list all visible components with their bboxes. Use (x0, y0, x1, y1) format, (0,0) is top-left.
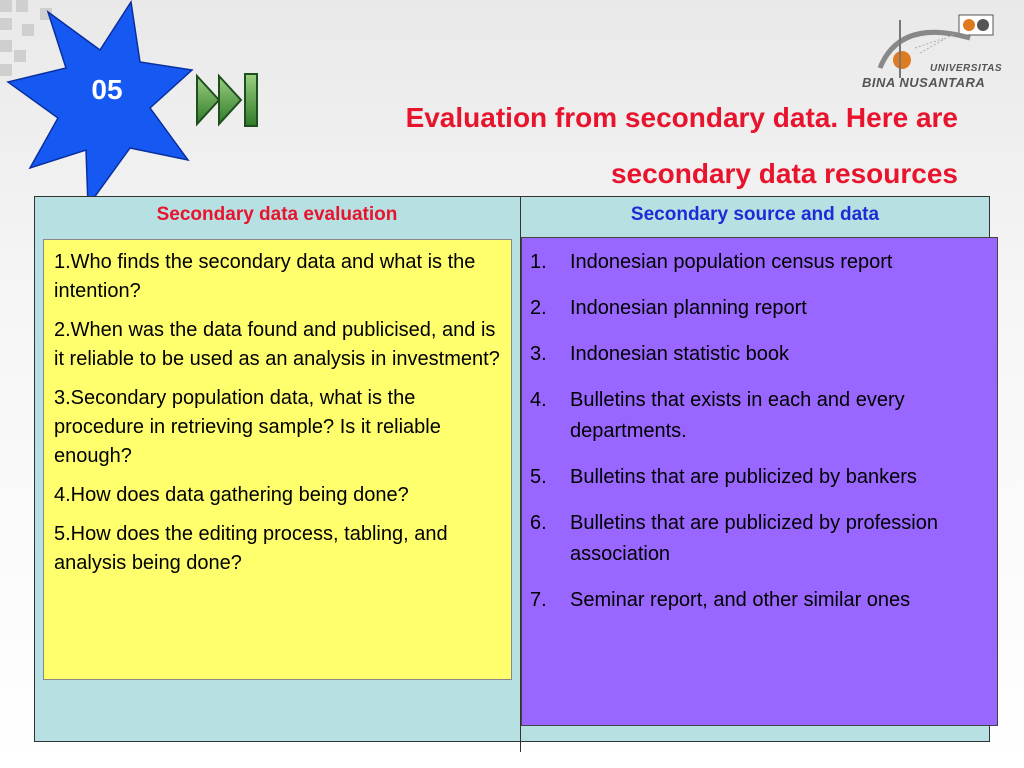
evaluation-list (43, 239, 512, 680)
source-item (530, 462, 993, 493)
evaluation-item: 5.How does the editing process, tabling, and analysis being done? (54, 523, 448, 574)
right-column-header: Secondary source and data (630, 204, 880, 225)
evaluation-item: 3.Secondary population data, what is the procedure in retrieving sample? Is it reliable enough? (54, 387, 441, 467)
source-item-number: 4. (530, 389, 547, 411)
evaluation-item: 2.When was the data found and publicised, and is it reliable to be used as an analysis in investment? (54, 319, 500, 370)
source-item (530, 293, 993, 324)
source-item-text: Bulletins that are publicized by bankers (570, 466, 917, 488)
source-item (530, 247, 993, 278)
source-item-text: Indonesian planning report (570, 297, 807, 319)
source-item-text: Indonesian population census report (570, 251, 893, 273)
logo-text-universitas: UNIVERSITAS (930, 63, 1002, 74)
source-item-number: 3. (530, 343, 547, 365)
source-item (530, 385, 993, 447)
logo-text-name: BINA NUSANTARA (862, 75, 986, 90)
slide-number: 05 (91, 74, 123, 105)
source-list (521, 237, 998, 726)
source-item-text: Bulletins that exists in each and every departments. (570, 389, 905, 442)
title-line-1: Evaluation from secondary data. Here are (405, 102, 958, 133)
source-item-text: Seminar report, and other similar ones (570, 589, 911, 611)
source-item-number: 5. (530, 466, 547, 488)
source-item (530, 585, 993, 616)
source-item-number: 6. (530, 512, 547, 534)
source-item-number: 2. (530, 297, 547, 319)
evaluation-item: 4.How does data gathering being done? (54, 484, 409, 506)
title-line-2: secondary data resources (610, 158, 958, 189)
source-item-text: Bulletins that are publicized by profession association (570, 512, 938, 565)
left-column-header: Secondary data evaluation (156, 204, 398, 225)
source-item (530, 508, 993, 570)
source-item-text: Indonesian statistic book (570, 343, 790, 365)
source-item-number: 1. (530, 251, 547, 273)
evaluation-item: 1.Who finds the secondary data and what is the intention? (54, 251, 476, 302)
source-item-number: 7. (530, 589, 547, 611)
source-item (530, 339, 993, 370)
skip-forward-icon[interactable] (193, 70, 263, 130)
slide-title (270, 90, 958, 202)
